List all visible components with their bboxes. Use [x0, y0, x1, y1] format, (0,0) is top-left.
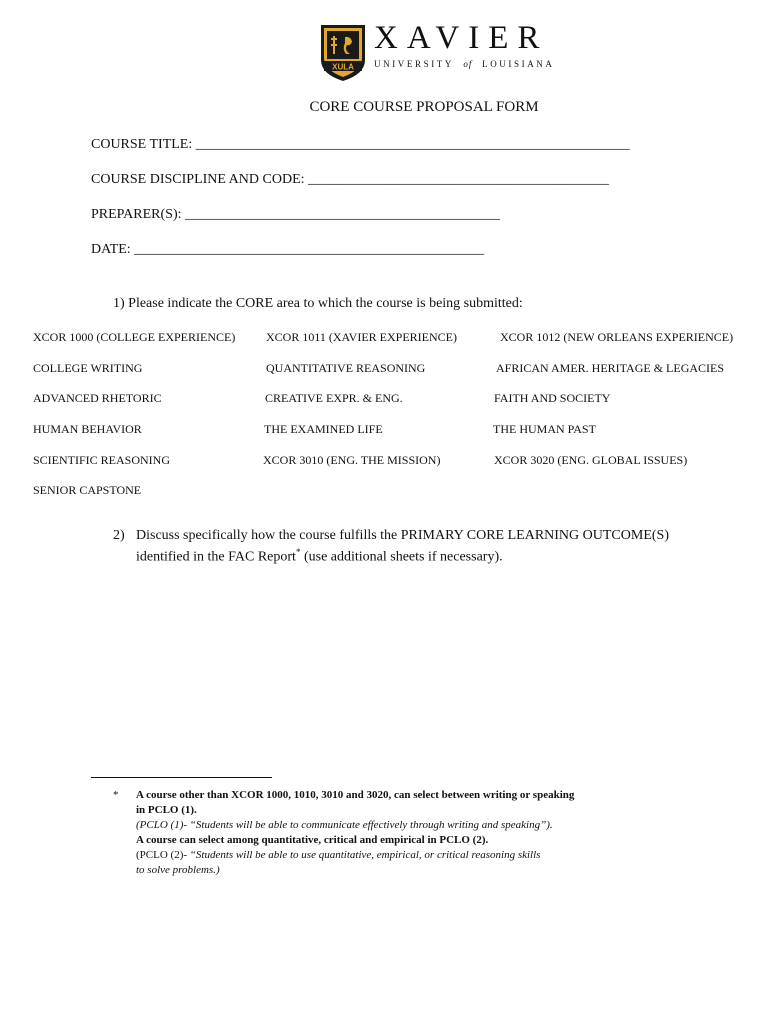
footnote-line: A course can select among quantitative, critical and empirical in PCLO (2). — [136, 834, 489, 846]
core-area-option[interactable]: COLLEGE WRITING — [33, 361, 143, 375]
date-field[interactable] — [91, 242, 484, 258]
field-blank: _____________________________________________ — [185, 207, 501, 222]
field-label: DATE: — [91, 242, 135, 257]
course-title-field[interactable] — [91, 137, 630, 153]
question-2-number: 2) — [113, 528, 125, 543]
logo-subtitle-post: LOUISIANA — [482, 59, 555, 69]
field-blank: ___________________________________________ — [308, 172, 610, 187]
core-area-option[interactable]: CREATIVE EXPR. & ENG. — [265, 391, 403, 405]
footnote-marker: * — [113, 789, 119, 801]
logo-badge-text: XULA — [332, 62, 354, 72]
core-area-option[interactable]: SCIENTIFIC REASONING — [33, 453, 171, 467]
core-area-option[interactable]: XCOR 3020 (ENG. GLOBAL ISSUES) — [494, 453, 688, 467]
core-area-option[interactable]: SENIOR CAPSTONE — [33, 483, 142, 497]
logo-wordmark: XAVIER — [374, 20, 549, 56]
xula-shield-logo — [320, 24, 366, 82]
footnote-divider — [91, 777, 272, 778]
footnote-line: A course other than XCOR 1000, 1010, 3010 and 3020, can select between writing or speaking — [136, 789, 575, 801]
question-2-line1: Discuss specifically how the course fulfills the PRIMARY CORE LEARNING OUTCOME(S) — [136, 528, 669, 543]
course-discipline-field[interactable] — [91, 172, 609, 188]
core-area-option[interactable]: XCOR 1012 (NEW ORLEANS EXPERIENCE) — [500, 330, 734, 344]
logo-subtitle-pre: UNIVERSITY — [374, 59, 454, 69]
core-area-option[interactable]: XCOR 1011 (XAVIER EXPERIENCE) — [266, 330, 457, 344]
question-1: 1) Please indicate the CORE area to which the course is being submitted: — [113, 296, 523, 311]
core-area-option[interactable]: QUANTITATIVE REASONING — [266, 361, 426, 375]
core-area-option[interactable]: AFRICAN AMER. HERITAGE & LEGACIES — [496, 361, 725, 375]
logo-subtitle-of: of — [463, 59, 473, 69]
footnote-line-italic: “Students will be able to use quantitative, empirical, or critical reasoning skills — [189, 849, 541, 861]
preparers-field[interactable] — [91, 207, 500, 223]
footnote-body — [136, 788, 574, 878]
footnote-line: (PCLO (2)- — [136, 849, 190, 861]
field-blank: ______________________________________________________________ — [195, 137, 630, 152]
form-title: CORE COURSE PROPOSAL FORM — [309, 99, 539, 115]
core-area-option[interactable]: XCOR 3010 (ENG. THE MISSION) — [263, 453, 441, 467]
core-area-option[interactable]: HUMAN BEHAVIOR — [33, 422, 142, 436]
field-label: COURSE TITLE: — [91, 137, 196, 152]
core-area-option[interactable]: THE HUMAN PAST — [493, 422, 596, 436]
question-2-line2 — [136, 547, 503, 566]
question-2-text: identified in the FAC Report — [136, 549, 296, 565]
footnote-line: to solve problems.) — [136, 864, 220, 876]
field-blank: __________________________________________________ — [134, 242, 485, 257]
logo-subtitle — [374, 59, 555, 69]
question-2-text-end: (use additional sheets if necessary). — [300, 549, 503, 565]
footnote-reference: * — [295, 547, 301, 557]
core-area-option[interactable]: ADVANCED RHETORIC — [33, 391, 162, 405]
footnote-line: (PCLO (1)- “Students will be able to communicate effectively through writing and speaking”). — [136, 819, 553, 831]
footnote-line: in PCLO (1). — [136, 804, 197, 816]
core-area-option[interactable]: XCOR 1000 (COLLEGE EXPERIENCE) — [33, 330, 236, 344]
field-label: PREPARER(S): — [91, 207, 186, 222]
core-area-option[interactable]: THE EXAMINED LIFE — [264, 422, 383, 436]
core-area-option[interactable]: FAITH AND SOCIETY — [494, 391, 611, 405]
field-label: COURSE DISCIPLINE AND CODE: — [91, 172, 309, 187]
